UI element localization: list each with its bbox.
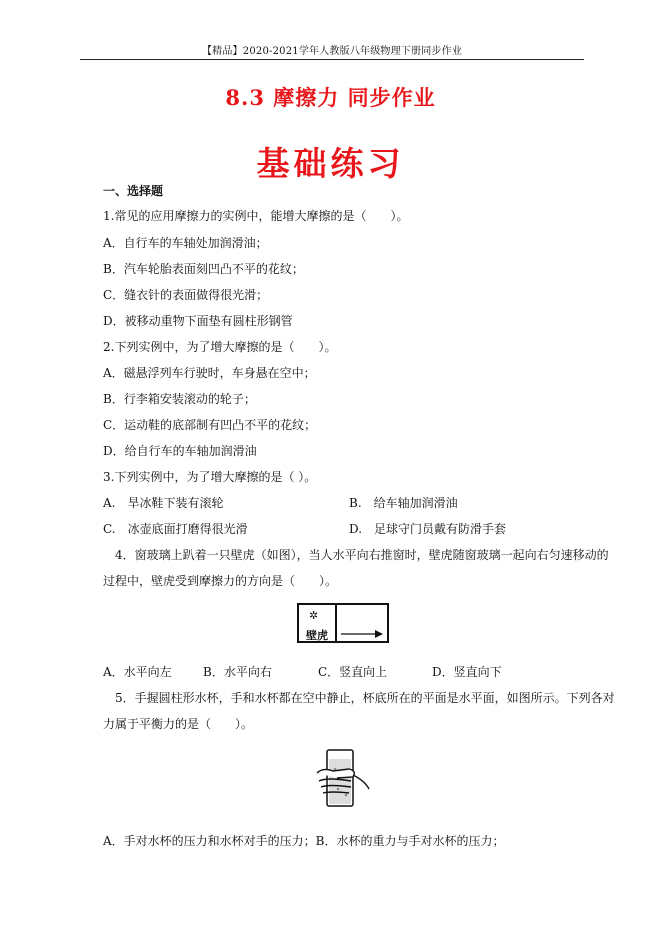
q4-option-b: B．水平向右 [203, 665, 272, 679]
q1-option-a: A．自行车的车轴处加润滑油； [103, 236, 268, 250]
header-divider [80, 59, 584, 60]
q3-stem: 3.下列实例中，为了增大摩擦的是（ ）。 [103, 470, 317, 484]
gecko-icon: ✲ [309, 609, 319, 622]
q5-stem-line1: 5．手握圆柱形水杯，手和水杯都在空中静止，杯底所在的平面是水平面，如图所示。下列各对 [115, 691, 615, 705]
q3-option-a: A. 旱冰鞋下装有滚轮 [103, 496, 224, 510]
q3-option-d: D. 足球守门员戴有防滑手套 [349, 522, 507, 536]
gecko-label: 壁虎 [306, 629, 328, 642]
q1-option-d: D．被移动重物下面垫有圆柱形钢管 [103, 314, 293, 328]
section-heading: 一、选择题 [103, 184, 164, 198]
q3-option-c: C. 冰壶底面打磨得很光滑 [103, 522, 248, 536]
q2-option-a: A．磁悬浮列车行驶时，车身悬在空中； [103, 366, 316, 380]
document-subtitle: 基础练习 [256, 144, 405, 183]
q2-option-c: C．运动鞋的底部制有凹凸不平的花纹； [103, 418, 317, 432]
hand-holding-cup-figure [313, 747, 371, 809]
gecko-window-figure [297, 603, 389, 643]
q5-options: A．手对水杯的压力和水杯对手的压力；B．水杯的重力与手对水杯的压力； [103, 834, 505, 848]
q4-stem-line1: 4．窗玻璃上趴着一只壁虎（如图），当人水平向右推窗时，壁虎随窗玻璃一起向右匀速移动的 [115, 548, 609, 562]
document-title: 8.3 摩擦力 同步作业 [225, 85, 436, 110]
q1-option-b: B．汽车轮胎表面刻凹凸不平的花纹； [103, 262, 304, 276]
window-divider [335, 605, 337, 641]
q2-option-b: B．行李箱安装滚动的轮子； [103, 392, 256, 406]
q4-option-c: C．竖直向上 [318, 665, 388, 679]
page-header: 【精品】2020-2021学年人教版八年级物理下册同步作业 [201, 46, 463, 57]
q4-stem-line2: 过程中，壁虎受到摩擦力的方向是（ ）。 [103, 574, 338, 588]
q5-stem-line2: 力属于平衡力的是（ ）。 [103, 717, 254, 731]
q4-option-d: D．竖直向下 [432, 665, 502, 679]
q2-stem: 2.下列实例中，为了增大摩擦的是（ ）。 [103, 340, 337, 354]
q1-option-c: C．缝衣针的表面做得很光滑； [103, 288, 269, 302]
push-arrow-icon [339, 629, 383, 639]
q2-option-d: D．给自行车的车轴加润滑油 [103, 444, 257, 458]
q4-option-a: A．水平向左 [103, 665, 172, 679]
q1-stem: 1.常见的应用摩擦力的实例中，能增大摩擦的是（ ）。 [103, 209, 409, 223]
q3-option-b: B. 给车轴加润滑油 [349, 496, 458, 510]
